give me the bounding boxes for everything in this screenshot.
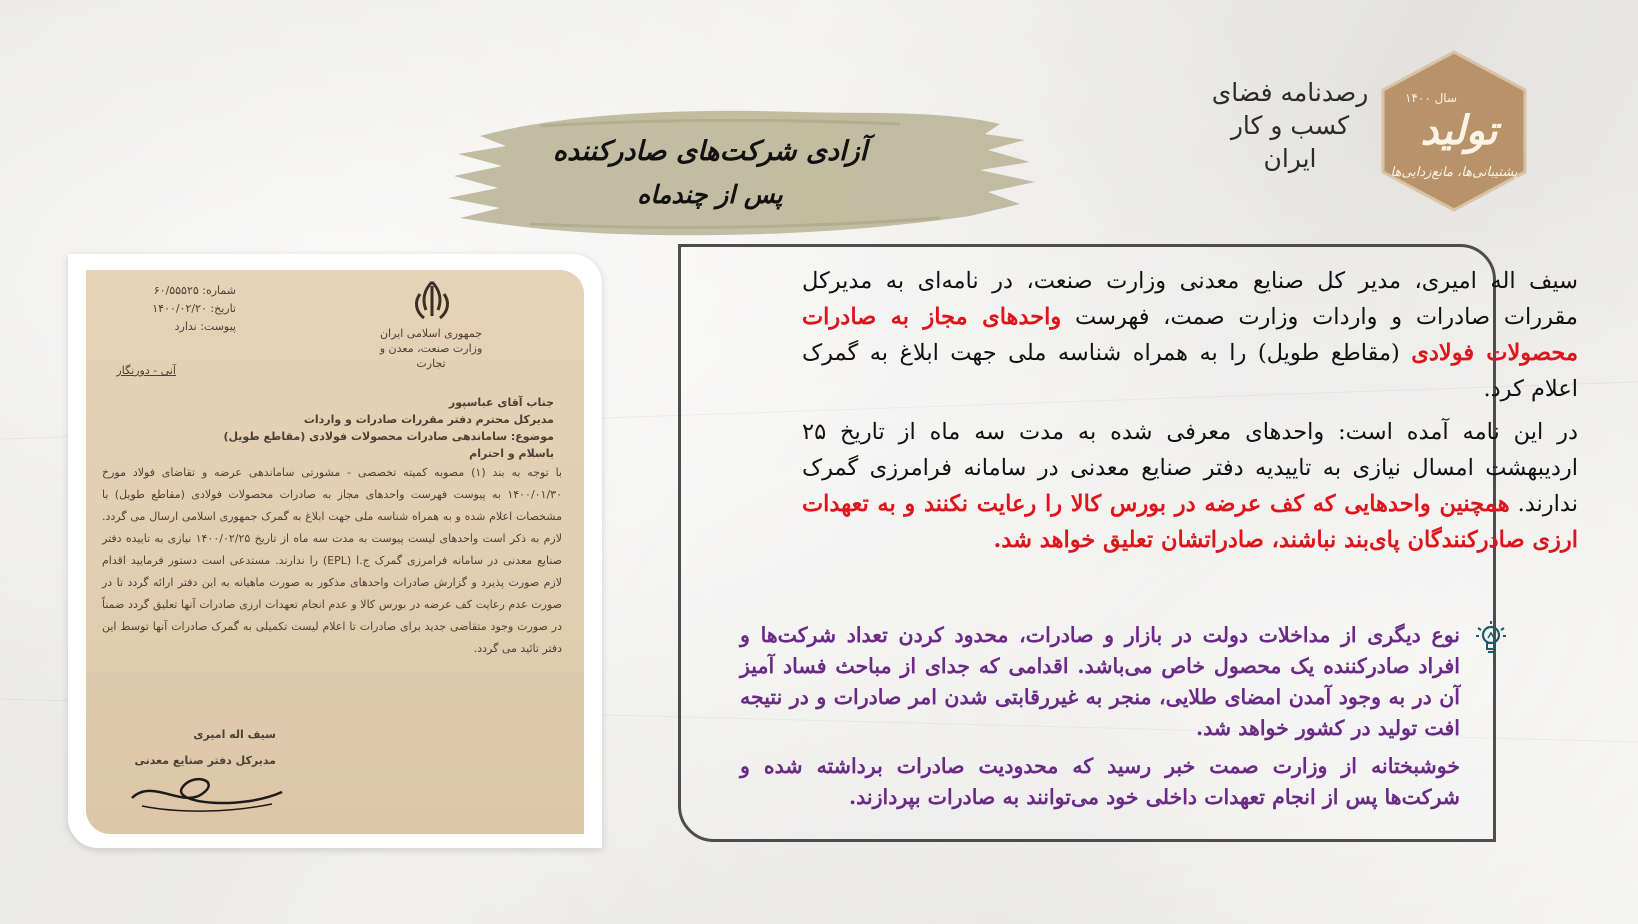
page-subtitle: پس از چندماه bbox=[637, 180, 783, 209]
letter-meta bbox=[96, 282, 236, 336]
letter-number: شماره: ۶۰/۵۵۵۲۵ bbox=[153, 284, 236, 297]
letter-addressee-line: مدیرکل محترم دفتر مقررات صادرات و واردات bbox=[303, 413, 554, 426]
publication-line-3: ایران bbox=[1263, 144, 1317, 173]
logo-emblem-text: تولید bbox=[1420, 107, 1498, 154]
publication-line-1: رصدنامه فضای bbox=[1211, 78, 1369, 107]
letter-addressee bbox=[134, 394, 554, 462]
tolid-logo-icon bbox=[1375, 48, 1533, 214]
article-text: در این نامه آمده است: واحدهای معرفی شده به مدت سه ماه از تاریخ ۲۵ اردیبهشت امسال نیازی به تاییدیه دفتر صنایع معدنی در سامانه فرامرزی گمرک ندارند. bbox=[802, 419, 1578, 517]
signature-scribble bbox=[122, 758, 292, 818]
letter-header-line: جمهوری اسلامی ایران bbox=[379, 327, 483, 340]
letter-addressee-line: جناب آقای عباسپور bbox=[448, 396, 554, 409]
commentary-note-2: خوشبختانه از وزارت صمت خبر رسید که محدودیت صادرات برداشته شده و شرکت‌ها پس از انجام تعهدات داخلی خود می‌توانند به صادرات بپردازند. bbox=[740, 754, 1460, 809]
letter-signatory-name: سیف اله امیری bbox=[193, 728, 276, 741]
article-paragraph-2 bbox=[802, 414, 1578, 558]
article-paragraph-1 bbox=[802, 263, 1578, 407]
article-text: سیف اله امیری، مدیر کل صنایع معدنی وزارت صنعت، در نامه‌ای به مدیرکل مقررات صادرات و واردات وزارت صمت، فهرست bbox=[802, 268, 1578, 330]
letter-date: تاریخ: ۱۴۰۰/۰۲/۲۰ bbox=[152, 302, 236, 315]
letter-copy-label: آنی - دورنگار bbox=[116, 364, 176, 377]
publication-line-2: کسب و کار bbox=[1230, 111, 1350, 140]
letter-header bbox=[366, 326, 496, 371]
article-highlight: همچنین واحدهایی که کف عرضه در بورس کالا را رعایت نکنند و به تعهدات ارزی صادرکنندگان پای‌بند نباشند، صادراتشان تعلیق خواهد شد. bbox=[802, 491, 1578, 553]
publication-name bbox=[1200, 76, 1380, 175]
page-title: آزادی شرکت‌های صادرکننده bbox=[552, 136, 868, 167]
letter-attachment: پیوست: ندارد bbox=[174, 320, 236, 333]
article-text: (مقاطع طویل) را به همراه شناسه ملی جهت ابلاغ به گمرک اعلام کرد. bbox=[802, 340, 1578, 402]
title-brush-stroke bbox=[440, 106, 1040, 244]
logo-year-text: سال ۱۴۰۰ bbox=[1404, 91, 1458, 105]
letter-subject: موضوع: ساماندهی صادرات محصولات فولادی (مقاطع طویل) bbox=[223, 430, 554, 443]
letter-body: با توجه به بند (۱) مصوبه کمیته تخصصی - مشورتی ساماندهی عرضه و تقاضای فولاد مورخ ۱۴۰۰/۰۱/۳۰ به پیوست فهرست واحدهای مجاز به صادرات محصولات فولادی (مقاطع طویل) با مشخصات اعلام شده و به همراه شناسه ملی جهت ابلاغ به گمرک جمهوری اسلامی ارسال می گردد. لازم به ذکر است واحدهای لیست پیوست به مدت سه ماه از تاریخ ۱۴۰۰/۰۲/۲۵ نیازی به تاییده دفتر صنایع معدنی در سامانه فرامرزی گمرک ج.ا (EPL) را ندارند. مستدعی است دستور فرمایید اقدام لازم صورت پذیرد و گزارش صادرات واحدهای مذکور به صورت ماهیانه به این دفتر ارائه گردد تا در صورت عدم رعایت کف عرضه در بورس کالا و عدم انجام تعهدات ارزی صادرات آنها تعلیق گردد ضمناً در صورت وجود متقاضی جدید برای صادرات تا اعلام لیست تکمیلی به گمرک صادرات آنها توسط این دفتر تائید می گردد. bbox=[102, 466, 563, 655]
letter-greeting: باسلام و احترام bbox=[469, 447, 554, 460]
article-highlight: واحدهای مجاز به صادرات محصولات فولادی bbox=[802, 304, 1578, 366]
commentary-note-1: نوع دیگری از مداخلات دولت در بازار و صادرات، محدود کردن تعداد شرکت‌ها و افراد صادرکننده یک محصول خاص می‌باشد. اقدامی که جدای از مباحث فساد آمیز آن در به وجود آمدن امضای طلایی، منجر به غیررقابتی شدن امر صادرات و در نتیجه افت تولید در کشور خواهد شد. bbox=[740, 623, 1460, 740]
letter-signatory-title: مدیرکل دفتر صنایع معدنی bbox=[134, 754, 276, 767]
iran-emblem-icon bbox=[406, 276, 458, 328]
logo-subtitle-text: پشتیبانی‌ها، مانع‌زدایی‌ها bbox=[1390, 165, 1518, 180]
official-letter-image bbox=[86, 270, 584, 834]
lightbulb-icon bbox=[1474, 620, 1508, 658]
letter-header-line: وزارت صنعت، معدن و تجارت bbox=[379, 342, 483, 370]
